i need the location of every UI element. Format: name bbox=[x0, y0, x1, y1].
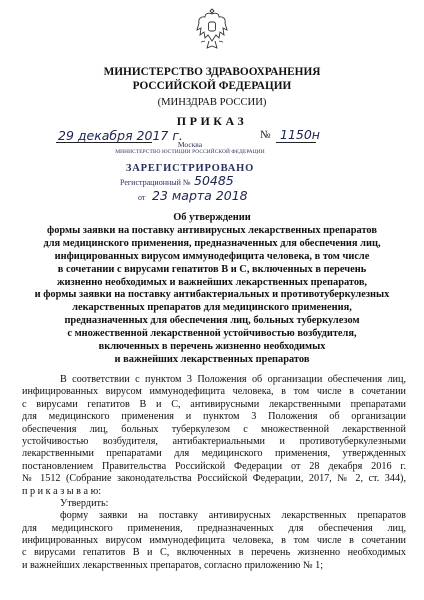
body-line: п р и к а з ы в а ю: bbox=[22, 485, 102, 497]
stamp-ministry: МИНИСТЕРСТВО ЮСТИЦИИ РОССИЙСКОЙ ФЕДЕРАЦИИ bbox=[115, 149, 265, 155]
body-line: № 1512 (Собрание законодательства Российской Федерации, 2017, № 2, ст. 344), bbox=[22, 473, 406, 485]
stamp-status: ЗАРЕГИСТРИРОВАНО bbox=[125, 163, 255, 174]
body-line: с вирусами гепатитов В и С, антивирусными лекарственными препаратами bbox=[22, 398, 406, 410]
registration-stamp bbox=[112, 140, 268, 204]
ministry-short-name: (МИНЗДРАВ РОССИИ) bbox=[157, 97, 267, 108]
subject-line: жизненно необходимых и важнейших лекарственных препаратов, bbox=[56, 276, 368, 288]
body-line: и важнейших лекарственных препаратов, согласно приложению № 1; bbox=[22, 559, 324, 571]
body-line: для медицинского применения и пунктом 3 Положения об организации bbox=[22, 411, 406, 423]
body-line: лекарственными препаратами для медицинского применения, утвержденных bbox=[22, 448, 406, 460]
order-subject bbox=[0, 212, 424, 367]
subject-line: предназначенных для обеспечения лиц, больных туберкулезом bbox=[64, 315, 360, 327]
subject-line: лекарственных препаратов для медицинского применения, bbox=[72, 302, 352, 314]
subject-line: для медицинского применения, предназначенных для обеспечения лиц, bbox=[43, 237, 381, 249]
order-body bbox=[22, 374, 406, 572]
body-line: с вирусами гепатитов В и С, включенных в перечень жизненно необходимых bbox=[22, 547, 406, 559]
body-line: устойчивостью возбудителя, антибактериальными и противотуберкулезными bbox=[22, 435, 406, 447]
number-underline bbox=[276, 142, 316, 143]
body-line: форму заявки на поставку антивирусных лекарственных препаратов bbox=[60, 510, 406, 522]
stamp-from-date: 23 марта 2018 bbox=[152, 188, 248, 203]
ministry-name-line2: РОССИЙСКОЙ ФЕДЕРАЦИИ bbox=[132, 80, 292, 92]
subject-line: в сочетании с вирусами гепатитов В и С, включенных в перечень bbox=[57, 263, 367, 275]
stamp-from-label: от bbox=[138, 193, 146, 202]
body-line: Утвердить: bbox=[60, 497, 109, 509]
subject-line: формы заявки на поставку антивирусных лекарственных препаратов bbox=[47, 224, 377, 236]
order-number: 1150н bbox=[280, 127, 320, 142]
body-line: инфицированных вирусом иммунодефицита человека, в том числе в сочетании bbox=[22, 386, 406, 398]
stamp-reg-label: Регистрационный № bbox=[120, 178, 191, 187]
subject-line: инфицированных вирусом иммунодефицита человека, в том числе bbox=[54, 250, 370, 262]
order-date: 29 декабря 2017 г. bbox=[58, 128, 183, 143]
body-line: инфицированных вирусом иммунодефицита человека, в том числе в сочетании bbox=[22, 535, 406, 547]
stamp-reg-number: 50485 bbox=[194, 173, 234, 188]
coat-of-arms-emblem bbox=[193, 8, 231, 52]
subject-line: и формы заявки на поставку антибактериальных и противотуберкулезных bbox=[34, 289, 390, 301]
body-line: обеспечения лиц, больных туберкулезом с множественной лекарственной bbox=[22, 423, 406, 435]
subject-line: и важнейших лекарственных препаратов bbox=[114, 353, 310, 365]
subject-line: Об утверждении bbox=[173, 212, 251, 223]
body-line: В соответствии с пунктом 3 Положения об организации обеспечения лиц, bbox=[60, 374, 406, 385]
order-number-sign: № bbox=[260, 129, 271, 141]
ministry-name-line1: МИНИСТЕРСТВО ЗДРАВООХРАНЕНИЯ bbox=[103, 66, 321, 78]
order-title: ПРИКАЗ bbox=[176, 114, 248, 128]
body-line: постановлением Правительства Российской Федерации от 28 декабря 2016 г. bbox=[22, 460, 406, 472]
subject-line: с множественной лекарственной устойчивостью возбудителя, bbox=[67, 328, 357, 340]
stamp-city: Москва bbox=[177, 140, 203, 149]
subject-line: включенных в перечень жизненно необходимых bbox=[98, 341, 326, 353]
body-line: для медицинского применения, предназначенных для обеспечения лиц, bbox=[22, 522, 406, 534]
